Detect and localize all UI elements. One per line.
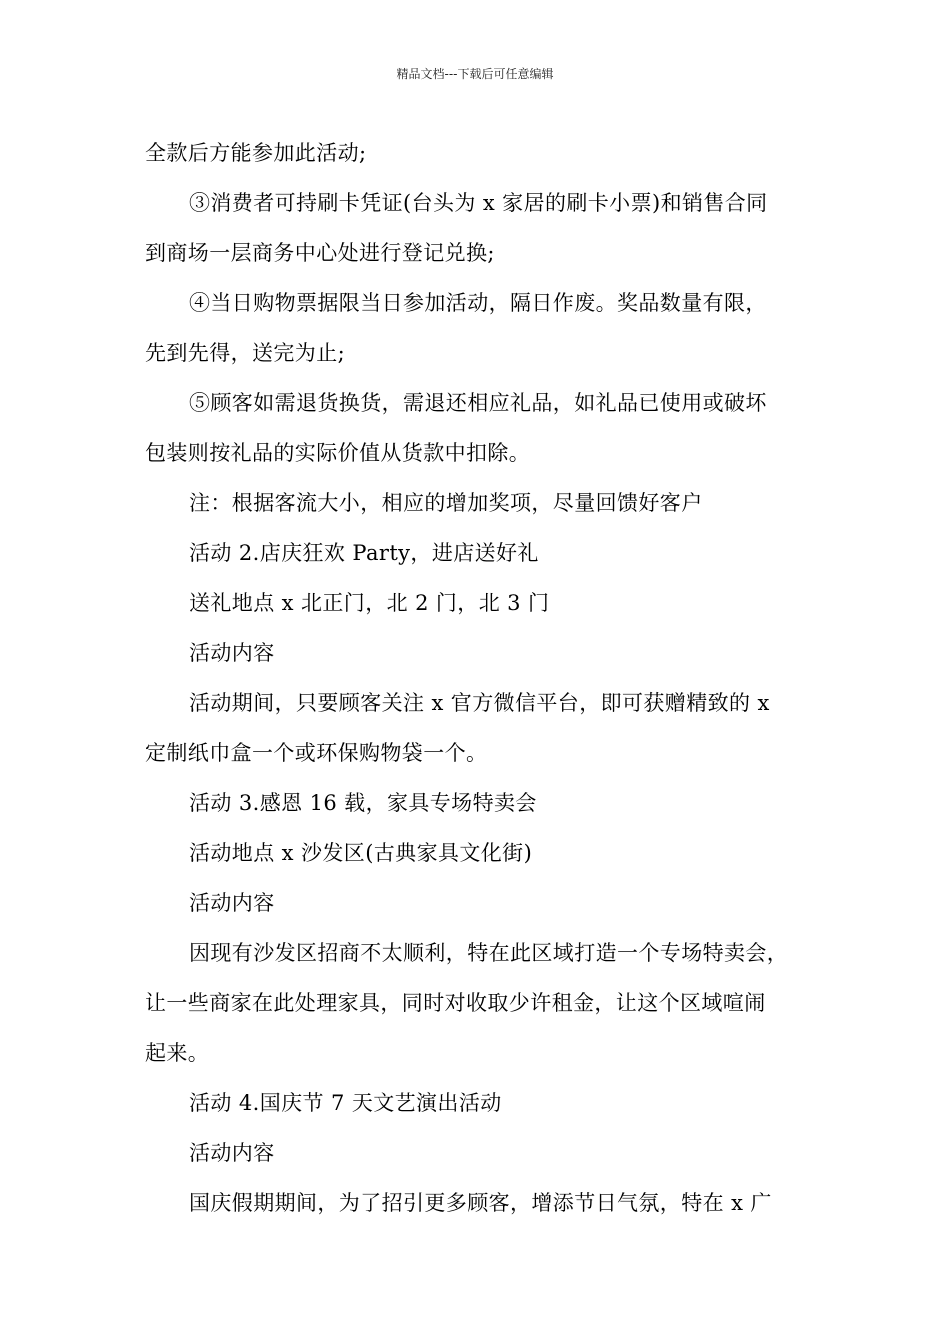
page-header: 精品文档---下载后可任意编辑 [396, 67, 554, 81]
paragraph-line: 国庆假期期间，为了招引更多顾客，增添节日气氛，特在 x 广 [189, 1191, 772, 1215]
paragraph-line: ⑤顾客如需退货换货，需退还相应礼品，如礼品已使用或破坏 [189, 391, 767, 415]
subheading: 活动内容 [189, 641, 275, 665]
section-heading: 活动 4.国庆节 7 天文艺演出活动 [189, 1091, 502, 1115]
paragraph-line: 定制纸巾盒一个或环保购物袋一个。 [145, 741, 488, 765]
paragraph-line: 到商场一层商务中心处进行登记兑换; [145, 241, 495, 265]
paragraph-line: 送礼地点 x 北正门，北 2 门，北 3 门 [189, 591, 550, 615]
paragraph-line: ④当日购物票据限当日参加活动，隔日作废。奖品数量有限， [189, 291, 767, 315]
paragraph-line: 全款后方能参加此活动; [145, 141, 367, 165]
subheading: 活动内容 [189, 891, 275, 915]
paragraph-line: 活动地点 x 沙发区(古典家具文化街) [189, 841, 533, 865]
paragraph-line: ③消费者可持刷卡凭证(台头为 x 家居的刷卡小票)和销售合同 [189, 191, 768, 215]
section-heading: 活动 2.店庆狂欢 Party，进店送好礼 [189, 541, 539, 565]
note-line: 注：根据客流大小，相应的增加奖项，尽量回馈好客户 [189, 491, 703, 515]
subheading: 活动内容 [189, 1141, 275, 1165]
paragraph-line: 让一些商家在此处理家具，同时对收取少许租金，让这个区域喧闹 [145, 991, 766, 1015]
document-body [145, 128, 825, 1228]
paragraph-line: 包装则按礼品的实际价值从货款中扣除。 [145, 441, 531, 465]
paragraph-line: 活动期间，只要顾客关注 x 官方微信平台，即可获赠精致的 x [189, 691, 770, 715]
section-heading: 活动 3.感恩 16 载，家具专场特卖会 [189, 791, 537, 815]
paragraph-line: 先到先得，送完为止; [145, 341, 346, 365]
paragraph-line: 起来。 [145, 1041, 210, 1065]
paragraph-line: 因现有沙发区招商不太顺利，特在此区域打造一个专场特卖会， [189, 941, 789, 965]
